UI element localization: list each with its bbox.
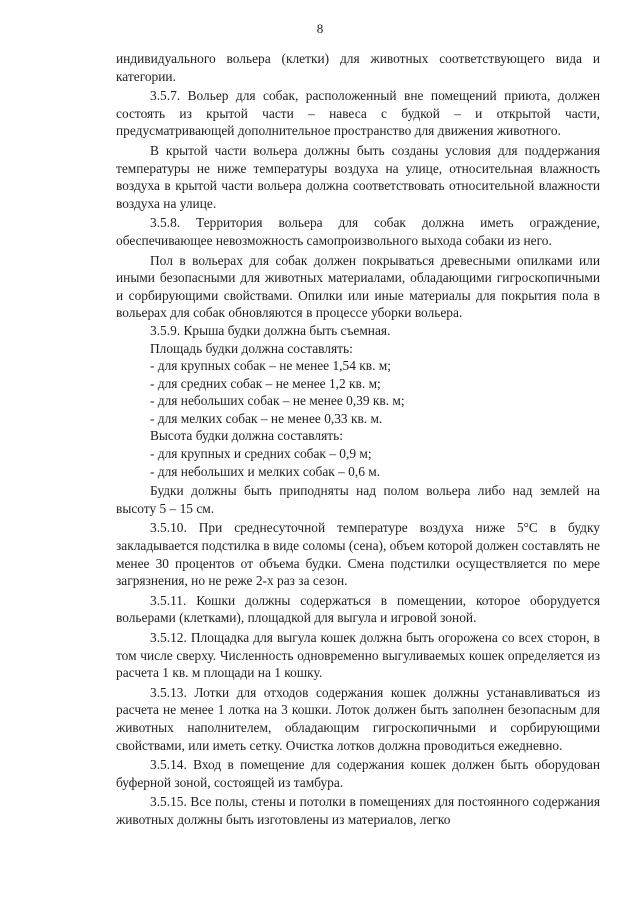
paragraph: 3.5.10. При среднесуточной температуре воздуха ниже 5°С в будку закладывается подстилка в виде соломы (сена), объем которой должен составлять не менее 30 процентов от объема будки. Смена подстилки осуществляется по мере загрязнения, но не реже 2-х раз за сезон. [116,520,600,589]
paragraph: Пол в вольерах для собак должен покрываться древесными опилками или иными безопасными для животных материалами, обладающими гигроскопичными и сорбирующими свойствами. Опилки или иные материалы для покрытия пола в вольерах для собак обновляются в процессе уборки вольера. [116,252,600,321]
list-item: - для небольших собак – не менее 0,39 кв. м; [150,393,405,409]
list-item: - для средних собак – не менее 1,2 кв. м; [150,375,381,391]
paragraph: Будки должны быть приподняты над полом вольера либо над землей на высоту 5 – 15 см. [116,483,600,516]
list-item: Площадь будки должна составлять: [150,340,353,356]
paragraph: В крытой части вольера должны быть созданы условия для поддержания температуры не ниже температуры воздуха на улице, относительная влажность воздуха в крытой части вольера должна соответствовать относительной влажности воздуха на улице. [116,142,600,211]
list-item: - для крупных собак – не менее 1,54 кв. м; [150,358,391,374]
list-item: Высота будки должна составлять: [150,428,343,444]
paragraph: 3.5.7. Вольер для собак, расположенный вне помещений приюта, должен состоять из крытой части – навеса с будкой – и открытой части, предусматривающей дополнительное пространство для движения животного. [116,88,600,139]
paragraph: 3.5.13. Лотки для отходов содержания кошек должны устанавливаться из расчета не менее 1 лотка на 3 кошки. Лоток должен быть заполнен безопасным для животных наполнителем, обладающим гигроскопичными и сорбирующими свойствами, или иметь сетку. Очистка лотков должна проводиться ежедневно. [116,684,600,753]
page-body [116,50,600,829]
paragraph: индивидуального вольера (клетки) для животных соответствующего вида и категории. [116,51,600,84]
paragraph: 3.5.8. Территория вольера для собак должна иметь ограждение, обеспечивающее невозможность самопроизвольного выхода собаки из него. [116,215,600,248]
paragraph: 3.5.14. Вход в помещение для содержания кошек должен быть оборудован буферной зоной, состоящей из тамбура. [116,757,600,790]
paragraph: 3.5.12. Площадка для выгула кошек должна быть огорожена со всех сторон, в том числе сверху. Численность одновременно выгуливаемых кошек определяется из расчета 1 кв. м площади на 1 кошку. [116,630,600,681]
paragraph: 3.5.15. Все полы, стены и потолки в помещениях для постоянного содержания животных должны быть изготовлены из материалов, легко [116,794,600,827]
list-item: - для небольших и мелких собак – 0,6 м. [150,463,381,479]
list-item: - для крупных и средних собак – 0,9 м; [150,446,372,462]
paragraph: 3.5.11. Кошки должны содержаться в помещении, которое оборудуется вольерами (клетками), площадкой для выгула и игровой зоной. [116,592,600,626]
page-number: 8 [316,21,324,36]
list-item: 3.5.9. Крыша будки должна быть съемная. [150,322,391,338]
list-item: - для мелких собак – не менее 0,33 кв. м. [150,410,383,426]
